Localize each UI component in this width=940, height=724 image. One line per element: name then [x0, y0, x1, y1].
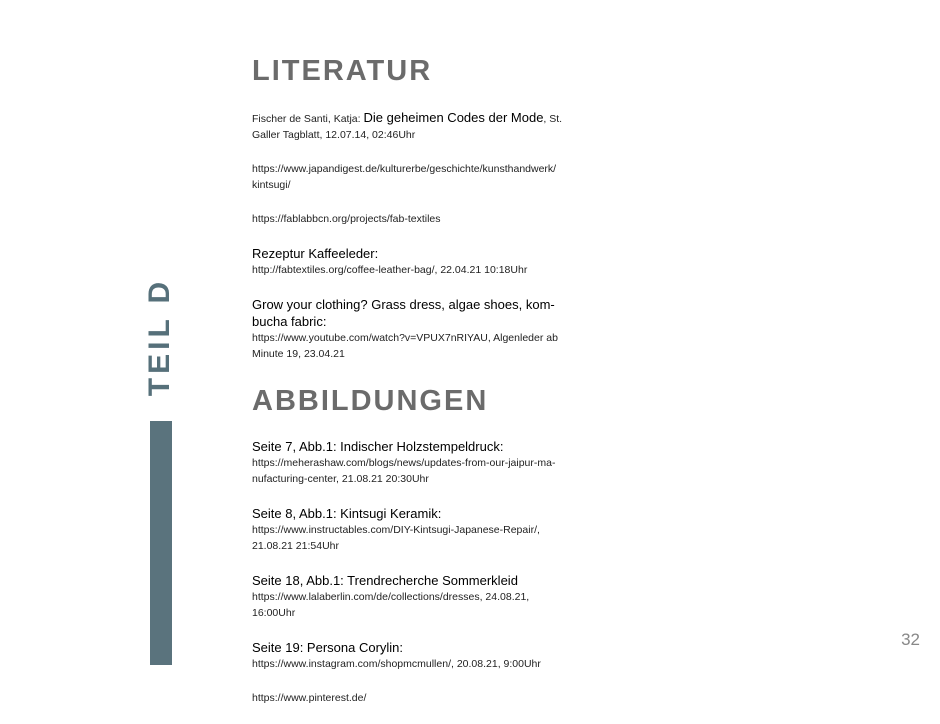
- abbildungen-entry: [252, 572, 572, 621]
- abbildungen-entry: [252, 639, 572, 672]
- entry-url-continued: Minute 19, 23.04.21: [252, 348, 345, 360]
- section-label-text: TEIL D: [143, 277, 176, 397]
- literatur-entry: [252, 296, 572, 362]
- entry-heading: Seite 7, Abb.1: Indischer Holzstempeldruck:: [252, 439, 504, 454]
- section-label: [140, 278, 180, 396]
- abbildungen-heading: ABBILDUNGEN: [252, 385, 489, 417]
- entry-url: https://www.lalaberlin.com/de/collections/dresses, 24.08.21,: [252, 591, 530, 603]
- entry-url: https://www.youtube.com/watch?v=VPUX7nRIYAU, Algenleder ab: [252, 332, 558, 344]
- page-number: 32: [901, 630, 920, 649]
- entry-url-continued: 21.08.21 21:54Uhr: [252, 540, 339, 552]
- entry-url: https://meherashaw.com/blogs/news/updates-from-our-jaipur-ma-: [252, 457, 556, 469]
- entry-url: https://www.instructables.com/DIY-Kintsugi-Japanese-Repair/,: [252, 524, 540, 536]
- abbildungen-entry: [252, 438, 572, 487]
- literatur-entry: [252, 245, 572, 278]
- abbildungen-entry: [252, 505, 572, 554]
- content-column: [252, 54, 572, 724]
- entry-heading: Seite 18, Abb.1: Trendrecherche Sommerkleid: [252, 573, 518, 588]
- entry-url: http://fabtextiles.org/coffee-leather-bag/, 22.04.21 10:18Uhr: [252, 264, 528, 276]
- entry-url: https://fablabbcn.org/projects/fab-textiles: [252, 213, 441, 225]
- literatur-entry: [252, 211, 572, 227]
- literatur-heading: LITERATUR: [252, 55, 433, 87]
- entry-url-continued: 16:00Uhr: [252, 607, 296, 619]
- abbildungen-entry: [252, 690, 572, 706]
- literatur-entry: [252, 161, 572, 193]
- entry-heading-continued: bucha fabric:: [252, 314, 327, 329]
- entry-url: https://www.pinterest.de/: [252, 692, 367, 704]
- entry-heading: Seite 8, Abb.1: Kintsugi Keramik:: [252, 506, 442, 521]
- entry-work-title: Die geheimen Codes der Mode: [363, 110, 544, 125]
- entry-url: https://www.japandigest.de/kulturerbe/geschichte/kunsthandwerk/: [252, 163, 557, 175]
- accent-bar: [150, 421, 172, 665]
- literatur-entry: [252, 110, 572, 143]
- entry-url-continued: kintsugi/: [252, 179, 291, 191]
- entry-source: , St.: [543, 113, 563, 125]
- entry-url: https://www.instagram.com/shopmcmullen/, 20.08.21, 9:00Uhr: [252, 658, 541, 670]
- entry-heading: Rezeptur Kaffeeleder:: [252, 246, 379, 261]
- entry-source-line: Galler Tagblatt, 12.07.14, 02:46Uhr: [252, 129, 416, 141]
- entry-author: Fischer de Santi, Katja:: [252, 113, 364, 125]
- entry-url-continued: nufacturing-center, 21.08.21 20:30Uhr: [252, 473, 429, 485]
- entry-heading: Grow your clothing? Grass dress, algae shoes, kom-: [252, 297, 555, 312]
- entry-heading: Seite 19: Persona Corylin:: [252, 640, 404, 655]
